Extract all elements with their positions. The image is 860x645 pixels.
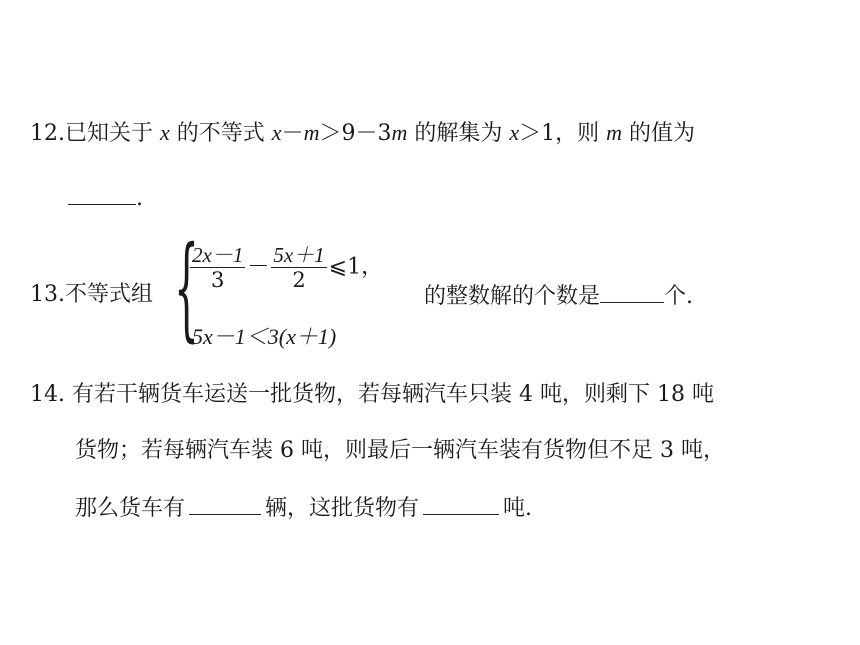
q12-expression: ＞9－3 (319, 121, 392, 146)
q13-inequality-2-text: 5x－1＜3(x＋1) (192, 324, 337, 349)
q12-answer-blank[interactable] (68, 182, 136, 205)
q14-number: 14. (30, 382, 65, 407)
q13-label: 不等式组 (65, 282, 154, 307)
fraction-1-denominator: 3 (190, 267, 245, 292)
fraction-1 (190, 243, 245, 292)
question-12-line-2 (68, 182, 143, 214)
question-12-line-1 (30, 118, 695, 149)
q12-var-m: m (606, 120, 623, 145)
q13-tail (424, 280, 693, 312)
q12-var-m: m (303, 120, 320, 145)
q12-text: 的不等式 (176, 121, 265, 146)
q12-var-x: x (160, 120, 170, 145)
fraction-2 (271, 243, 326, 292)
q13-leq: ⩽1， (328, 254, 384, 280)
fraction-2-numerator: 5x＋1 (273, 243, 325, 267)
q13-text: 的整数解的个数是 (424, 284, 601, 309)
q12-text: 的值为 (629, 121, 696, 146)
fraction-2-denominator: 2 (271, 267, 326, 292)
q14-text: 有若干辆货车运送一批货物，若每辆汽车只装 4 吨，则剩下 18 吨 (72, 382, 714, 407)
q12-text: ＞1，则 (519, 121, 600, 146)
question-14-line-2 (75, 436, 725, 466)
q14-text: 那么货车有 (75, 496, 186, 521)
question-14-line-1 (30, 380, 714, 410)
q14-trucks-blank[interactable] (189, 492, 261, 515)
q12-number: 12. (30, 121, 65, 146)
q14-text: 吨. (503, 496, 533, 521)
q13-number: 13. (30, 282, 65, 307)
q12-period: . (136, 186, 143, 211)
q12-text: 的解集为 (414, 121, 503, 146)
q13-operator: － (247, 254, 270, 280)
q13-answer-blank[interactable] (600, 280, 664, 303)
q12-var-x: x (509, 120, 520, 145)
q14-text: 辆，这批货物有 (265, 496, 420, 521)
q13-inequality-1 (188, 243, 383, 292)
fraction-1-numerator: 2x－1 (192, 243, 244, 267)
question-14-line-3 (75, 492, 532, 524)
q12-operator: － (281, 121, 304, 146)
q13-text: 个. (664, 284, 694, 309)
q13-inequality-2 (192, 322, 336, 353)
q12-text: 已知关于 (65, 121, 154, 146)
q13-number-label (30, 280, 153, 310)
q12-var-x: x (271, 120, 282, 145)
q14-goods-blank[interactable] (423, 492, 499, 515)
system-brace: { (174, 223, 199, 353)
q12-var-m: m (391, 120, 408, 145)
q14-text: 货物；若每辆汽车装 6 吨，则最后一辆汽车装有货物但不足 3 吨， (75, 438, 725, 463)
